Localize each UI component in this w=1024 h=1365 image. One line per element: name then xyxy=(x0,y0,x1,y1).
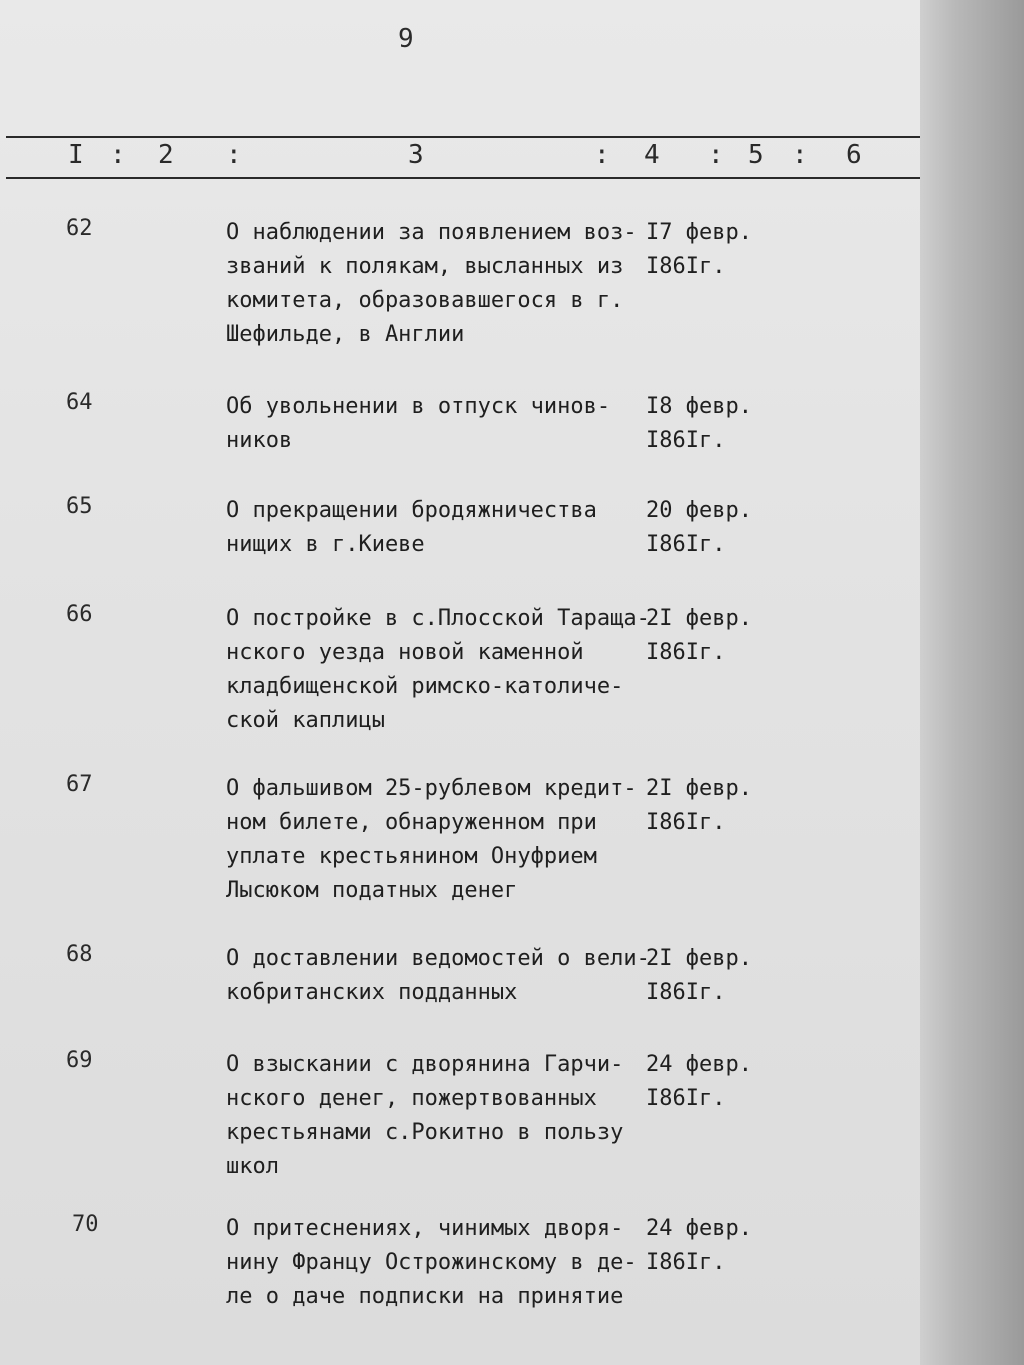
header-separator: : xyxy=(708,140,724,170)
header-separator: : xyxy=(226,140,242,170)
entry-title: Об увольнении в отпуск чинов- ников xyxy=(226,394,611,453)
entry-title: О доставлении ведомостей о вели- кобританских подданных xyxy=(226,946,650,1005)
underlying-page-edge xyxy=(920,0,1024,1365)
entry-number: 69 xyxy=(66,1048,93,1073)
header-separator: : xyxy=(792,140,808,170)
entry-number: 67 xyxy=(66,772,93,797)
entry-date: I7 февр. I86Iг. xyxy=(646,220,752,279)
entry-title: О взыскании с дворянина Гарчи- нского денег, пожертвованных крестьянами с.Рокитно в пользу школ xyxy=(226,1052,624,1179)
entry-number: 62 xyxy=(66,216,93,241)
entry-number: 65 xyxy=(66,494,93,519)
header-col-3: 3 xyxy=(408,140,424,170)
header-col-4: 4 xyxy=(644,140,660,170)
entry-title: О постройке в с.Плосской Тараща- нского уезда новой каменной кладбищенской римско-католиче- ской каплицы xyxy=(226,606,650,733)
entry-date: 2I февр. I86Iг. xyxy=(646,776,752,835)
header-col-5: 5 xyxy=(748,140,764,170)
entry-date: 24 февр. I86Iг. xyxy=(646,1216,752,1275)
entry-title: О фальшивом 25-рублевом кредит- ном билете, обнаруженном при уплате крестьянином Онуфрием Лысюком податных денег xyxy=(226,776,637,903)
header-bottom-rule xyxy=(6,177,920,179)
entry-date: 2I февр. I86Iг. xyxy=(646,946,752,1005)
entry-title: О притеснениях, чинимых дворя- нину Францу Острожинскому в де- ле о даче подписки на принятие xyxy=(226,1216,637,1309)
entry-date: 20 февр. I86Iг. xyxy=(646,498,752,557)
header-separator: : xyxy=(110,140,126,170)
entry-date: 2I февр. I86Iг. xyxy=(646,606,752,665)
header-col-6: 6 xyxy=(846,140,862,170)
entry-number: 64 xyxy=(66,390,93,415)
page-number: 9 xyxy=(398,24,414,54)
entry-title: О наблюдении за появлением воз- званий к полякам, высланных из комитета, образовавшегося в г. Шефильде, в Англии xyxy=(226,220,637,347)
entry-number: 66 xyxy=(66,602,93,627)
entry-number: 70 xyxy=(72,1212,99,1237)
entry-date: I8 февр. I86Iг. xyxy=(646,394,752,453)
header-col-2: 2 xyxy=(158,140,174,170)
entry-date: 24 февр. I86Iг. xyxy=(646,1052,752,1111)
header-separator: : xyxy=(594,140,610,170)
table-header xyxy=(0,136,920,177)
entry-title: О прекращении бродяжничества нищих в г.Киеве xyxy=(226,498,597,557)
header-col-1: I xyxy=(68,140,84,170)
entry-number: 68 xyxy=(66,942,93,967)
